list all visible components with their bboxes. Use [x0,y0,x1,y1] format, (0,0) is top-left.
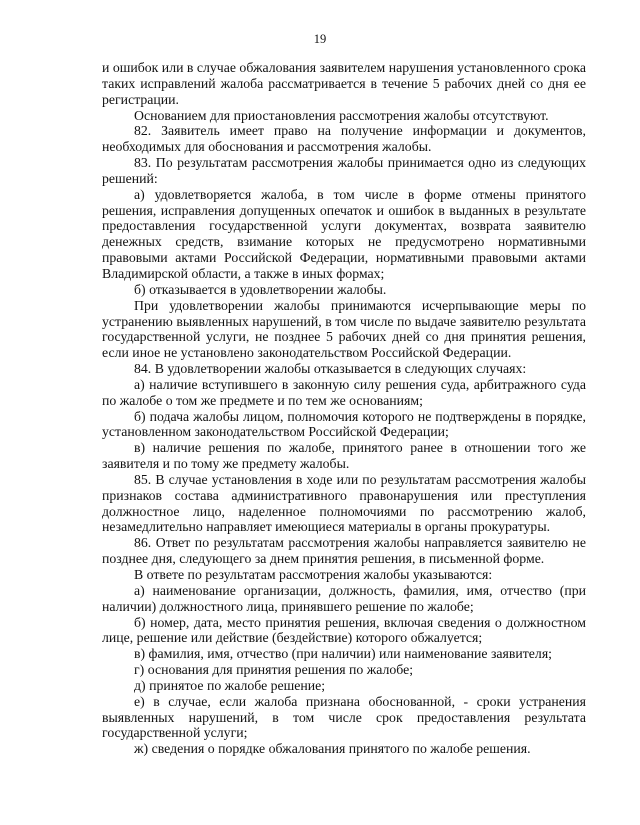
paragraph-answer-d: д) принятое по жалобе решение; [134,677,326,693]
paragraph-84-a: а) наличие вступившего в законную силу решения суда, арбитражного суда по жалобе о том же предмете и по тем же основаниям; [102,376,586,408]
paragraph-answer-v: в) фамилия, имя, отчество (при наличии) или наименование заявителя; [134,646,552,662]
paragraph-answer-contents: В ответе по результатам рассмотрения жалобы указываются: [134,567,493,582]
paragraph-answer-a: а) наименование организации, должность, фамилия, имя, отчество (при наличии) должностного лица, принявшего решение по жалобе; [102,582,586,614]
page-number: 19 [313,32,327,46]
paragraph-84: 84. В удовлетворении жалобы отказывается в следующих случаях: [134,361,527,377]
paragraph-84-v: в) наличие решения по жалобе, принятого ранее в отношении того же заявителя и по тому же предмету жалобы. [102,440,586,472]
paragraph-continuation: и ошибок или в случае обжалования заявителем нарушения установленного срока таких исправлений жалоба рассматривается в течение 5 рабочих дней со дня ее регистрации. [102,60,586,107]
paragraph-82: 82. Заявитель имеет право на получение информации и документов, необходимых для обоснования и рассмотрения жалобы. [102,123,586,155]
paragraph-86: 86. Ответ по результатам рассмотрения жалобы направляется заявителю не позднее дня, следующего за днем принятия решения, в письменной форме. [102,535,586,567]
paragraph-83-a: а) удовлетворяется жалоба, в том числе в форме отмены принятого решения, исправления допущенных опечаток и ошибок в выданных в результате предоставления государственной услуги документах, возврата заявителю денежных средств, взимание которых не предусмотрено нормативными правовыми актами Российской Федерации, нормативными правовыми актами Владимирской области, а также в иных формах; [102,186,586,281]
paragraph-83-b: б) отказывается в удовлетворении жалобы. [134,281,387,297]
paragraph-answer-zh: ж) сведения о порядке обжалования принятого по жалобе решения. [134,741,531,757]
paragraph-satisfaction-measures: При удовлетворении жалобы принимаются исчерпывающие меры по устранению выявленных нарушений, в том числе по выдаче заявителю результата государственной услуги, не позднее 5 рабочих дней со дня принятия решения, если иное не установлено законодательством Российской Федерации. [102,297,586,361]
paragraph-answer-b: б) номер, дата, место принятия решения, включая сведения о должностном лице, решение или действие (бездействие) которого обжалуется; [102,614,586,646]
paragraph-85: 85. В случае установления в ходе или по результатам рассмотрения жалобы признаков состава административного правонарушения или преступления должностное лицо, наделенное полномочиями по рассмотрению жалоб, незамедлительно направляет имеющиеся материалы в органы прокуратуры. [102,471,586,535]
paragraph-answer-e: е) в случае, если жалоба признана обоснованной, - сроки устранения выявленных нарушений, в том числе срок предоставления результата государственной услуги; [102,693,586,741]
paragraph-answer-g: г) основания для принятия решения по жалобе; [134,662,414,678]
document-body [102,60,586,757]
paragraph-83: 83. По результатам рассмотрения жалобы принимается одно из следующих решений: [102,155,586,186]
paragraph-no-suspension: Основанием для приостановления рассмотрения жалобы отсутствуют. [134,107,549,123]
paragraph-84-b: б) подача жалобы лицом, полномочия которого не подтверждены в порядке, установленном законодательством Российской Федерации; [102,408,586,440]
